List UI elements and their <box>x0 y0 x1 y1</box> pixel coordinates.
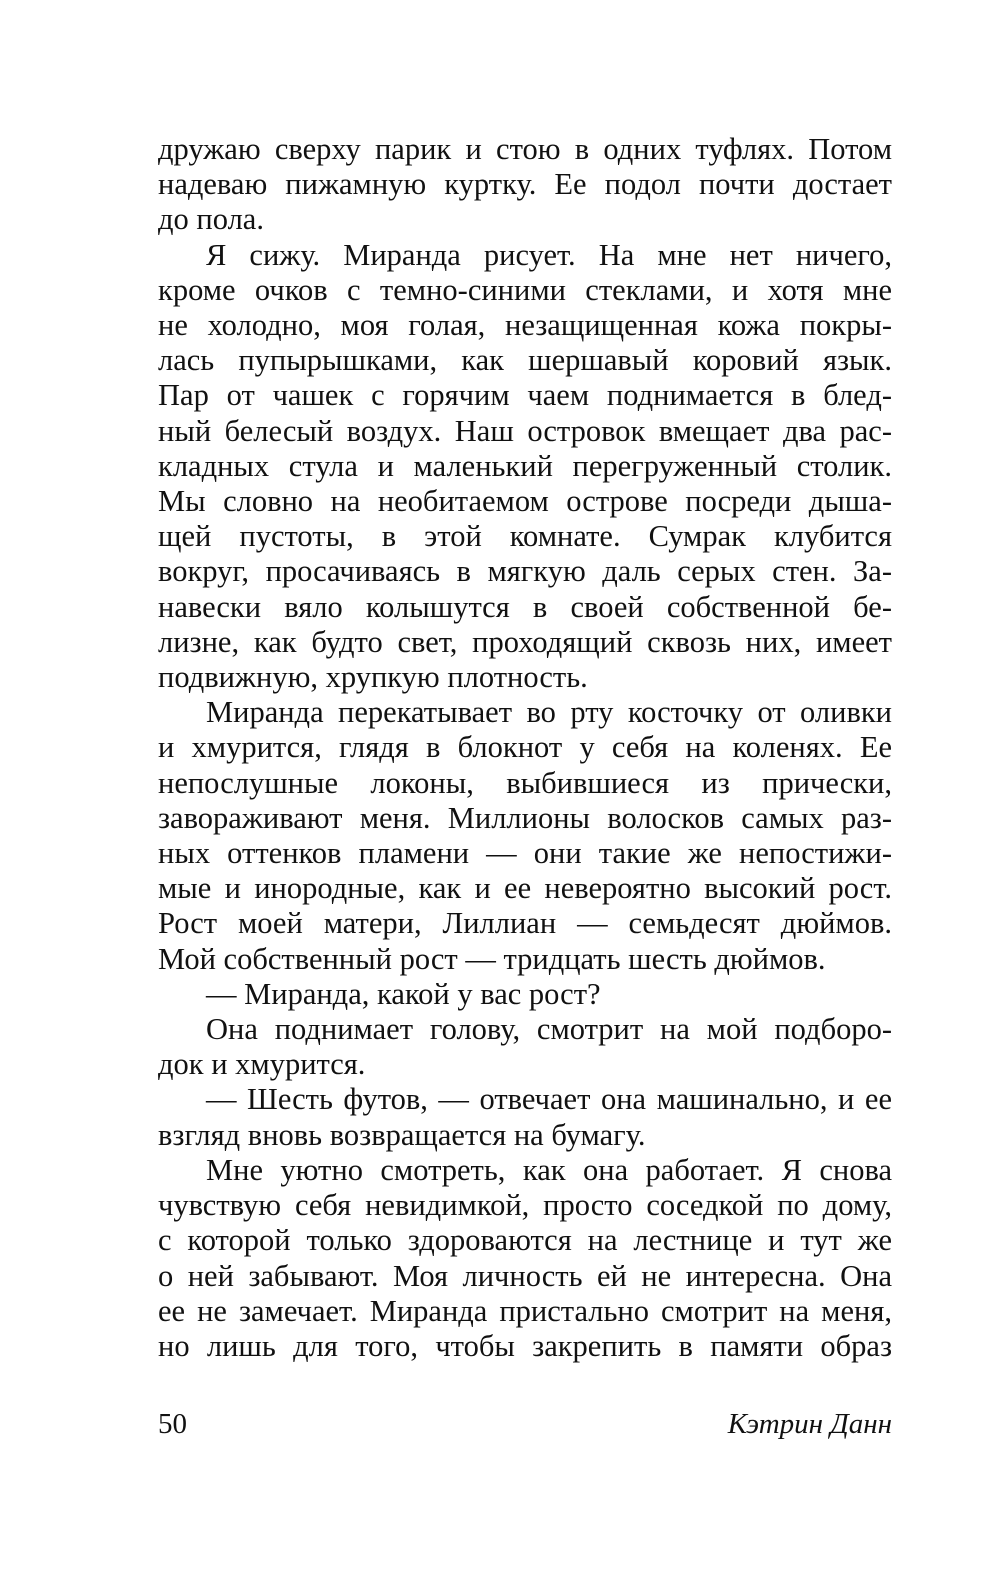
text-line: док и хмурится. <box>158 1047 366 1082</box>
text-line: щей пустоты, в этой комнате. Сумрак клубится <box>158 519 892 554</box>
text-line: не холодно, моя голая, незащищенная кожа покры- <box>158 308 892 343</box>
text-line: и хмурится, глядя в блокнот у себя на коленях. Ее <box>158 730 892 765</box>
text-line: завораживают меня. Миллионы волосков самых раз- <box>158 800 892 835</box>
running-footer-author: Кэтрин Данн <box>727 1408 892 1440</box>
paragraph <box>158 1012 892 1082</box>
dialogue-paragraph <box>158 1082 892 1152</box>
text-line: Она поднимает голову, смотрит на мой подборо- <box>206 1012 892 1047</box>
text-line: Миранда перекатывает во рту косточку от оливки <box>206 695 892 730</box>
text-line: — Миранда, какой у вас рост? <box>206 976 601 1011</box>
text-line: лась пупырышками, как шершавый коровий язык. <box>158 343 892 378</box>
paragraph <box>158 132 892 238</box>
text-line: — Шесть футов, — отвечает она машинально, и ее <box>206 1082 892 1117</box>
text-line: надеваю пижамную куртку. Ее подол почти достает <box>158 167 892 202</box>
text-line: навески вяло колышутся в своей собственной бе- <box>158 589 892 624</box>
text-line: Я сижу. Миранда рисует. На мне нет ничего, <box>206 237 892 272</box>
text-line: подвижную, хрупкую плотность. <box>158 660 588 695</box>
text-line: чувствую себя невидимкой, просто соседкой по дому, <box>158 1188 892 1223</box>
paragraph <box>158 238 892 696</box>
text-line: взгляд вновь возвращается на бумагу. <box>158 1117 646 1152</box>
paragraph <box>158 1153 892 1364</box>
text-line: мые и инородные, как и ее невероятно высокий рост. <box>158 871 892 906</box>
dialogue-paragraph <box>158 977 892 1012</box>
page-number: 50 <box>158 1408 187 1440</box>
text-line: Рост моей матери, Лиллиан — семьдесят дюймов. <box>158 906 892 941</box>
page-footer <box>158 1406 892 1446</box>
text-line: кроме очков с темно-синими стеклами, и хотя мне <box>158 272 892 307</box>
text-line: о ней забывают. Моя личность ей не интересна. Она <box>158 1258 892 1293</box>
text-line: ный белесый воздух. Наш островок вмещает два рас- <box>158 413 892 448</box>
text-line: но лишь для того, чтобы закрепить в памяти образ <box>158 1328 892 1363</box>
text-line: Мы словно на необитаемом острове посреди дыша- <box>158 484 892 519</box>
text-line: ных оттенков пламени — они такие же непостижи- <box>158 836 892 871</box>
text-line: Мне уютно смотреть, как она работает. Я снова <box>206 1152 892 1187</box>
text-line: вокруг, просачиваясь в мягкую даль серых стен. За- <box>158 554 892 589</box>
text-line: кладных стула и маленький перегруженный столик. <box>158 448 892 483</box>
text-line: Мой собственный рост — тридцать шесть дюймов. <box>158 941 826 976</box>
text-line: дружаю сверху парик и стою в одних туфлях. Потом <box>158 132 892 166</box>
text-line: ее не замечает. Миранда пристально смотрит на меня, <box>158 1293 892 1328</box>
text-line: непослушные локоны, выбившиеся из прически, <box>158 765 892 800</box>
text-line: Пар от чашек с горячим чаем поднимается в блед- <box>158 378 892 413</box>
text-line: лизне, как будто свет, проходящий сквозь них, имеет <box>158 624 892 659</box>
text-line: до пола. <box>158 202 264 237</box>
page-body <box>158 132 892 1364</box>
text-line: с которой только здороваются на лестнице и тут же <box>158 1223 892 1258</box>
paragraph <box>158 695 892 977</box>
